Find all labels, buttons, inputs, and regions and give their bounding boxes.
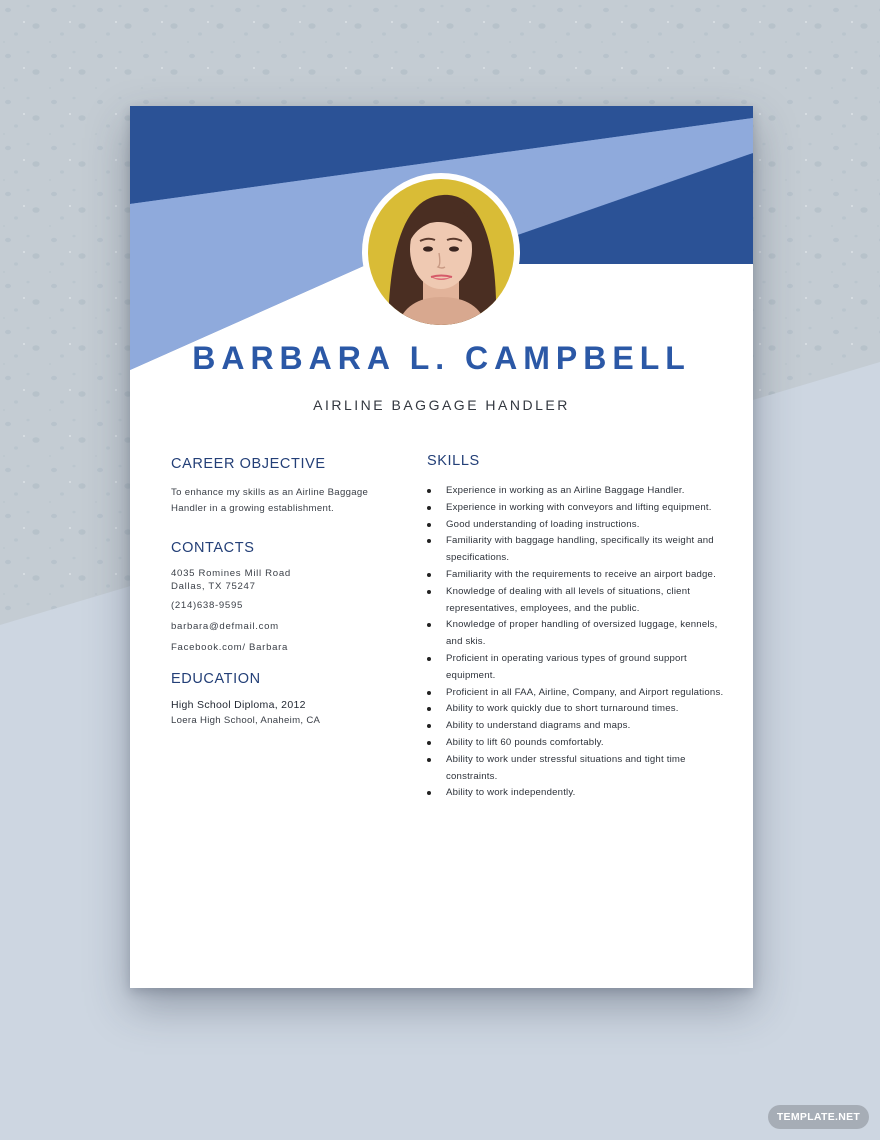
skill-item: Experience in working with conveyors and lifting equipment. (427, 500, 727, 517)
resume-page (130, 106, 753, 988)
candidate-name: BARBARA L. CAMPBELL (192, 340, 691, 376)
address-line-1: 4035 Romines Mill Road (171, 568, 291, 579)
education-heading: EDUCATION (171, 671, 261, 687)
skill-item: Ability to understand diagrams and maps. (427, 718, 727, 735)
skill-item: Ability to work independently. (427, 785, 727, 802)
skill-item: Familiarity with baggage handling, specifically its weight and specifications. (427, 533, 727, 567)
template-net-badge[interactable]: TEMPLATE.NET (768, 1105, 869, 1129)
left-column (171, 456, 391, 729)
skill-item: Familiarity with the requirements to receive an airport badge. (427, 567, 727, 584)
career-objective-heading: CAREER OBJECTIVE (171, 456, 326, 472)
skills-list (427, 483, 727, 802)
skill-item: Proficient in all FAA, Airline, Company, and Airport regulations. (427, 685, 727, 702)
skills-heading: SKILLS (427, 453, 480, 469)
career-objective-text: To enhance my skills as an Airline Baggage Handler in a growing establishment. (171, 487, 369, 514)
contacts-heading: CONTACTS (171, 540, 255, 556)
skill-item: Ability to work under stressful situations and tight time constraints. (427, 752, 727, 786)
avatar (368, 179, 514, 325)
job-title: AIRLINE BAGGAGE HANDLER (313, 397, 570, 413)
skill-item: Good understanding of loading instructions. (427, 517, 727, 534)
education-degree: High School Diploma, 2012 (171, 699, 306, 711)
address-line-2: Dallas, TX 75247 (171, 580, 256, 592)
skill-item: Ability to lift 60 pounds comfortably. (427, 735, 727, 752)
skill-item: Experience in working as an Airline Baggage Handler. (427, 483, 727, 500)
contacts-list (171, 568, 391, 656)
right-column (427, 453, 727, 802)
email-address: barbara@defmail.com (171, 621, 279, 632)
skill-item: Proficient in operating various types of ground support equipment. (427, 651, 727, 685)
skill-item: Ability to work quickly due to short turnaround times. (427, 701, 727, 718)
skill-item: Knowledge of proper handling of oversized luggage, kennels, and skis. (427, 617, 727, 651)
skill-item: Knowledge of dealing with all levels of situations, client representatives, employees, and the public. (427, 584, 727, 618)
social-link: Facebook.com/ Barbara (171, 642, 289, 653)
education-school: Loera High School, Anaheim, CA (171, 715, 321, 726)
phone-number: (214)638-9595 (171, 600, 244, 611)
profile-photo (362, 173, 520, 331)
